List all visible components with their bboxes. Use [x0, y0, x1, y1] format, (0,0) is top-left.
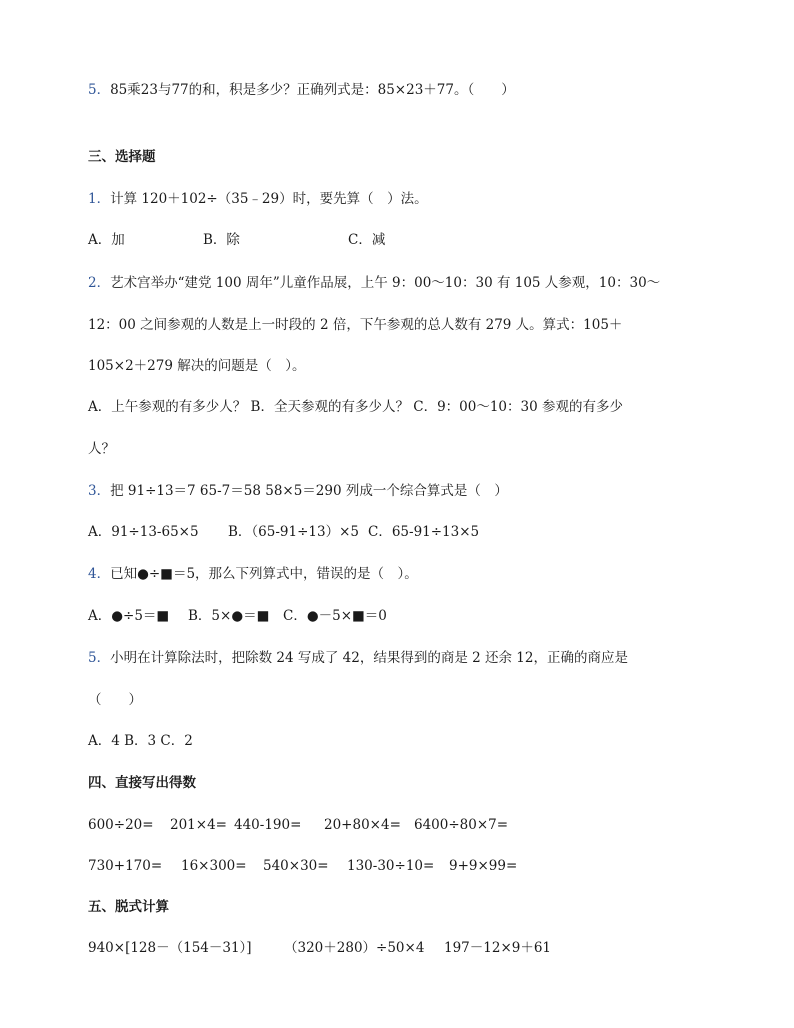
- choice-question-2-options: A．上午参观的有多少人？ B．全天参观的有多少人？ C．9：00～10：30 参观的有多少: [88, 399, 623, 415]
- choice-question-2-line-3: 105×2＋279 解决的问题是（ ）。: [88, 358, 306, 374]
- choice-question-2-line-1: [88, 273, 660, 293]
- option-a: A．●÷5＝■: [88, 608, 170, 624]
- calc-item: 440-190=: [234, 817, 302, 833]
- option-b: B．除: [203, 232, 240, 248]
- calc-item: 6400÷80×7=: [414, 817, 509, 833]
- choice-question-2-line-2: 12：00 之间参观的人数是上一时段的 2 倍，下午参观的总人数有 279 人。算式：105＋: [88, 317, 623, 333]
- calc-item: 201×4=: [170, 817, 227, 833]
- mental-math-row-1: [88, 815, 508, 835]
- question-text: 计算 120＋102÷（35﹣29）时，要先算（ ）法。: [110, 191, 428, 207]
- choice-question-5-options: A．4 B．3 C．2: [88, 733, 193, 749]
- choice-question-5-line-1: [88, 648, 628, 668]
- question-text: 85乘23与77的和，积是多少？正确列式是：85×23＋77。（ ）: [110, 82, 515, 98]
- calc-item: 16×300=: [181, 858, 247, 874]
- question-number: 5．: [88, 650, 111, 666]
- choice-question-4: [88, 564, 418, 584]
- calc-item: 20+80×4=: [324, 817, 401, 833]
- option-c: C．●－5×■＝0: [283, 608, 387, 624]
- calc-item: （320＋280）÷50×4: [284, 940, 425, 956]
- judge-question-5: [88, 80, 515, 100]
- section-heading-mental-math: 四、直接写出得数: [88, 775, 196, 791]
- calc-item: 940×[128－（154－31）]: [88, 940, 252, 956]
- option-b: B．（65-91÷13）×5: [228, 524, 359, 540]
- question-text: 小明在计算除法时，把除数 24 写成了 42，结果得到的商是 2 还余 12，正确的商应是: [110, 650, 628, 666]
- question-text: 艺术宫举办“建党 100 周年”儿童作品展，上午 9：00～10：30 有 105 人参观，10：30～: [110, 275, 661, 291]
- option-b: B．5×●＝■: [188, 608, 270, 624]
- calc-item: 730+170=: [88, 858, 163, 874]
- choice-question-1-options: [88, 230, 385, 250]
- question-number: 2．: [88, 275, 111, 291]
- mental-math-row-2: [88, 856, 517, 876]
- question-number: 4．: [88, 566, 111, 582]
- question-number: 5．: [88, 82, 111, 98]
- question-text: 已知●÷■＝5，那么下列算式中，错误的是（ ）。: [110, 566, 418, 582]
- section-heading-step-calc: 五、脱式计算: [88, 899, 169, 915]
- question-number: 1．: [88, 191, 111, 207]
- calc-item: 540×30=: [263, 858, 329, 874]
- calc-item: 9+9×99=: [449, 858, 518, 874]
- option-a: A．91÷13-65×5: [88, 524, 199, 540]
- choice-question-4-options: [88, 606, 387, 626]
- option-a: A．加: [88, 232, 125, 248]
- choice-question-1: [88, 189, 428, 209]
- choice-question-5-line-2: （ ）: [88, 692, 142, 708]
- calc-item: 600÷20=: [88, 817, 154, 833]
- question-number: 3．: [88, 483, 111, 499]
- choice-question-2-options-cont: 人？: [88, 441, 115, 457]
- choice-question-3: [88, 481, 508, 501]
- step-calc-row: [88, 938, 551, 958]
- calc-item: 197－12×9＋61: [444, 940, 552, 956]
- calc-item: 130-30÷10=: [347, 858, 435, 874]
- choice-question-3-options: [88, 522, 479, 542]
- section-heading-choice: 三、选择题: [88, 149, 156, 165]
- question-text: 把 91÷13＝7 65-7＝58 58×5＝290 列成一个综合算式是（ ）: [110, 483, 508, 499]
- option-c: C．65-91÷13×5: [368, 524, 480, 540]
- option-c: C．减: [348, 232, 386, 248]
